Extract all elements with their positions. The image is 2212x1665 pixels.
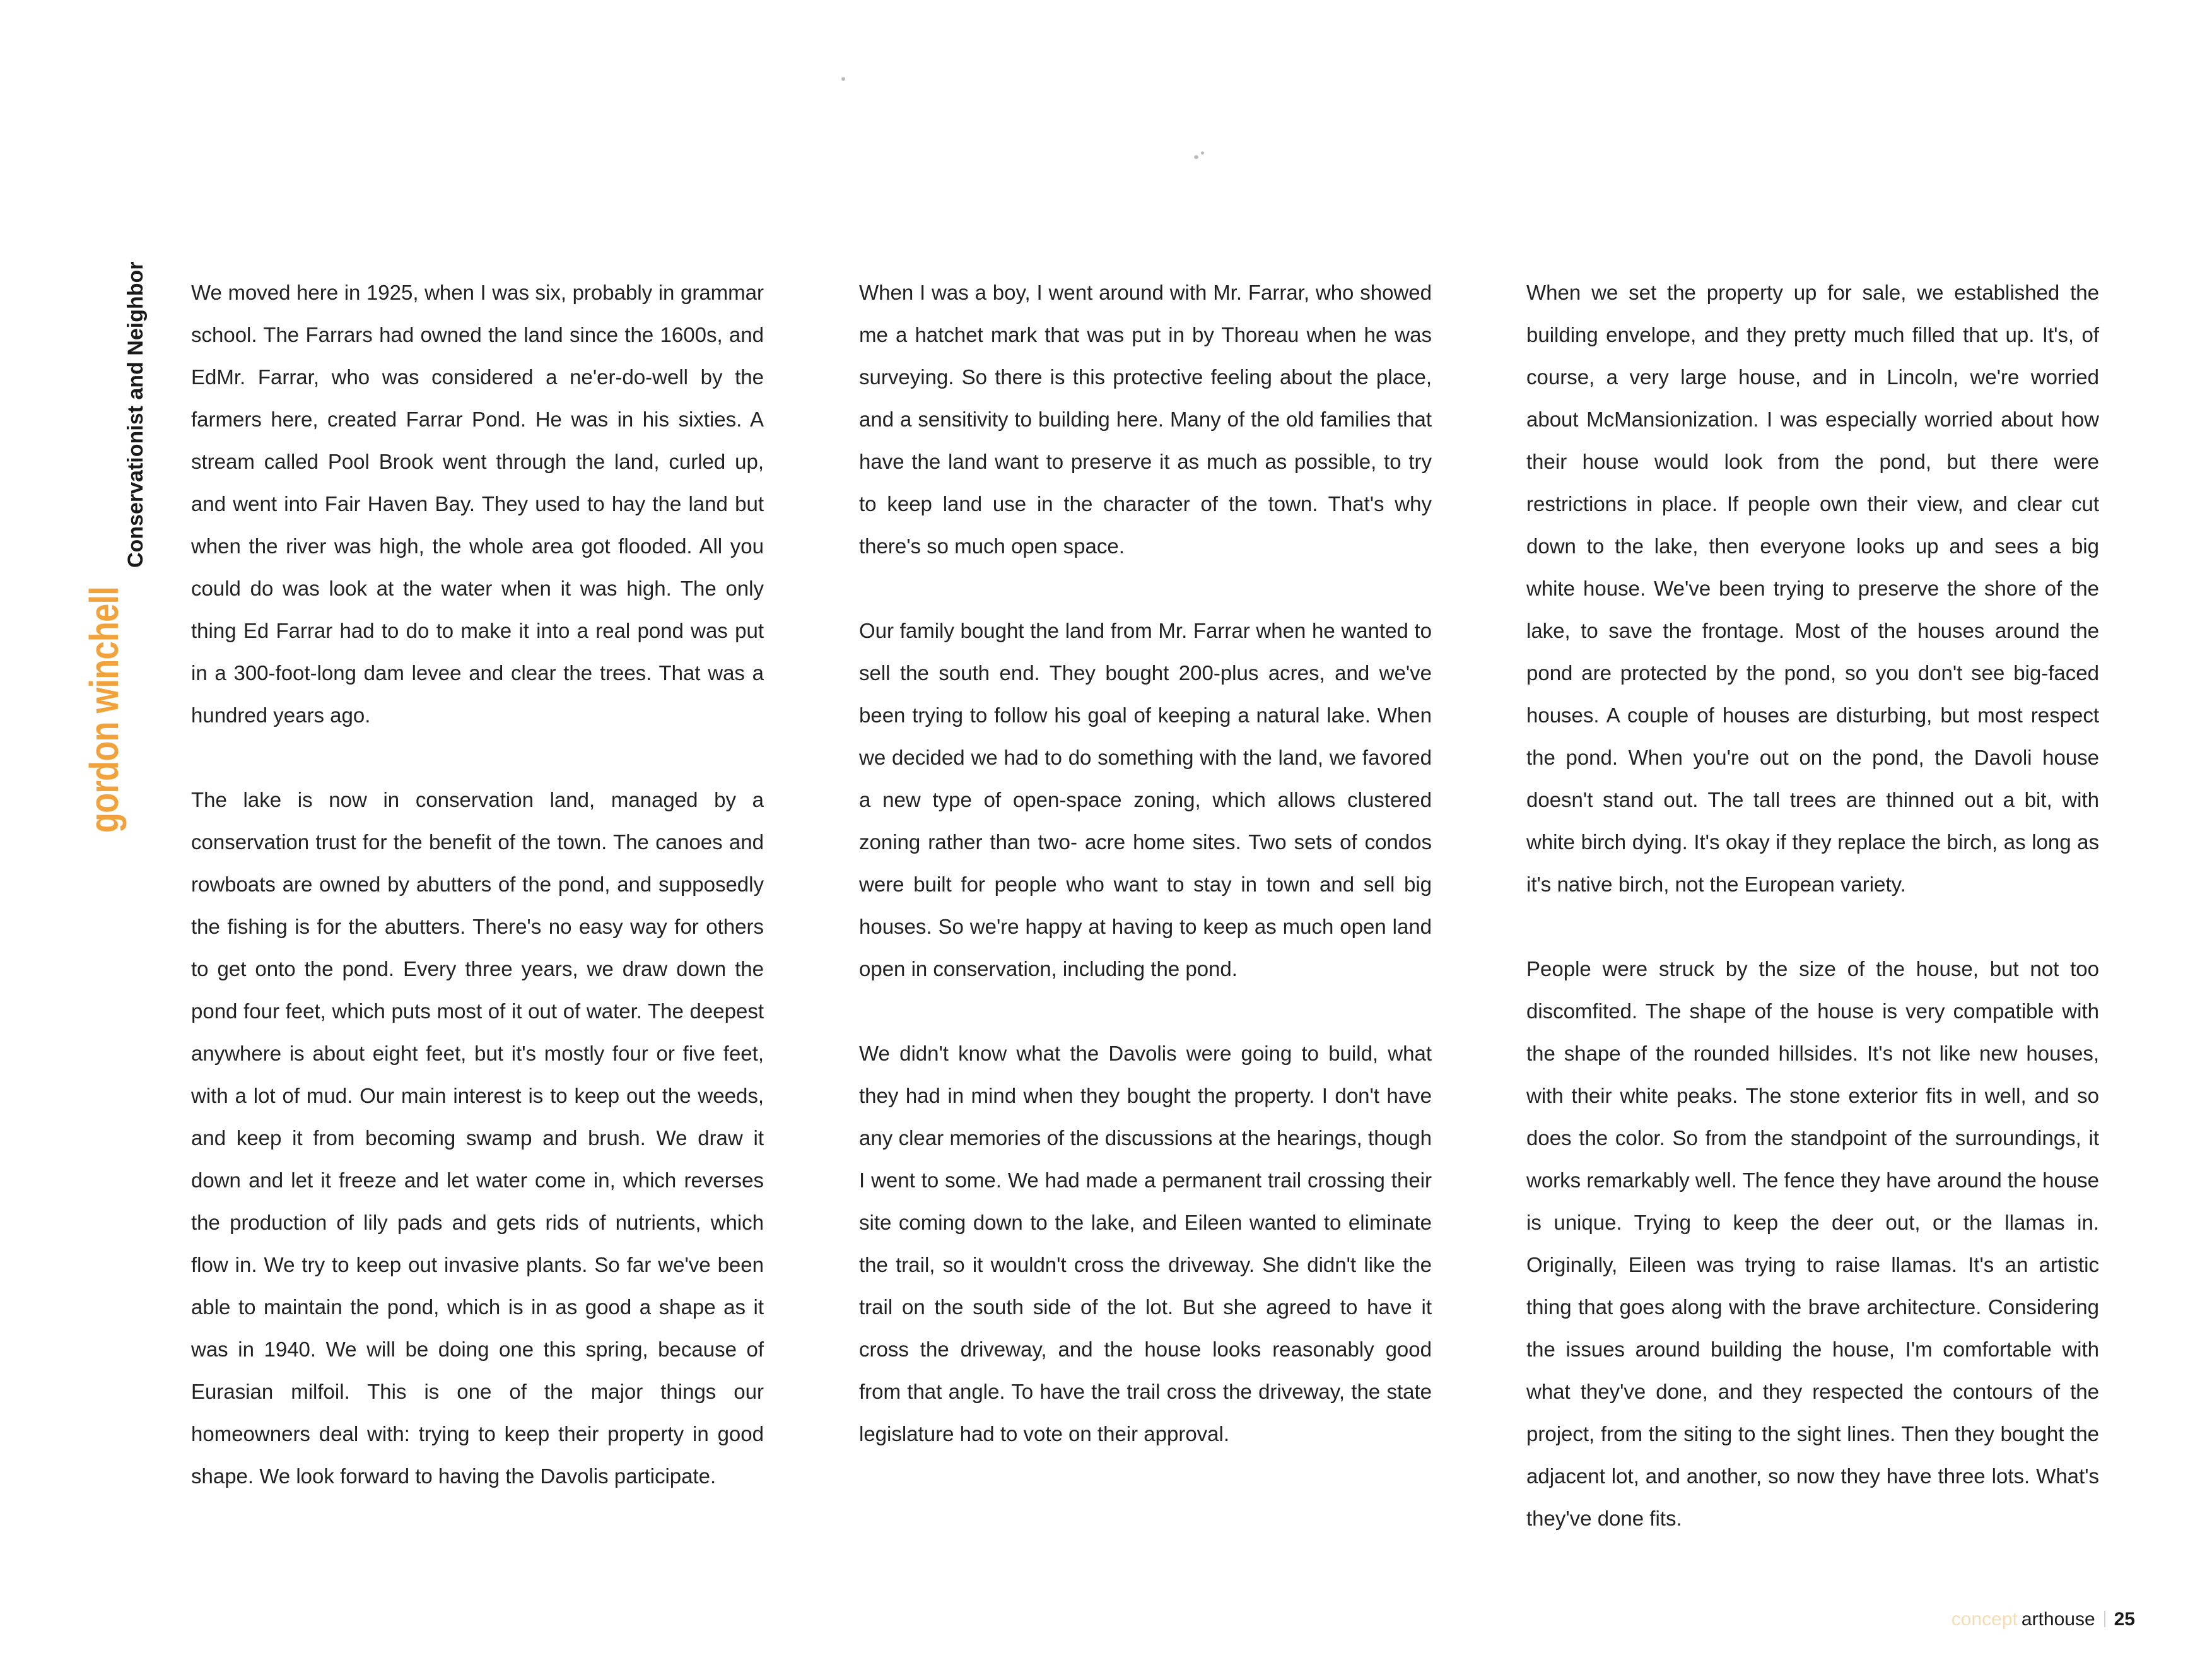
- paragraph: When I was a boy, I went around with Mr. Farrar, who showed me a hatchet mark that was put in by Thoreau when he was surveying. So there is this protective feeling about the place, and a sensitivity to building here. Many of the old families that have the land want to preserve it as much as possible, to try to keep land use in the character of the town. That's why there's so much open space.: [859, 281, 1432, 558]
- interviewee-role: Conservationist and Neighbor: [124, 261, 148, 568]
- text-column-1: [191, 271, 764, 1539]
- interviewee-name: gordon winchell: [81, 586, 127, 833]
- text-column-2: [859, 271, 1432, 1497]
- paragraph: The lake is now in conservation land, managed by a conservation trust for the benefit of the town. The canoes and rowboats are owned by abutters of the pond, and supposedly the fishing is for the abutters. There's no easy way for others to get onto the pond. Every three years, we draw down the pond four feet, which puts most of it out of water. The deepest anywhere is about eight feet, but it's mostly four or five feet, with a lot of mud. Our main interest is to keep out the weeds, and keep it from becoming swamp and brush. We draw it down and let it freeze and let water come in, which reverses the production of lily pads and gets rids of nutrients, which flow in. We try to keep out invasive plants. So far we've been able to maintain the pond, which is in as good a shape as it was in 1940. We will be doing one this spring, because of Eurasian milfoil. This is one of the major things our homeowners deal with: trying to keep their property in good shape. We look forward to having the Davolis participate.: [191, 788, 764, 1488]
- paragraph: When we set the property up for sale, we established the building envelope, and they pretty much filled that up. It's, of course, a very large house, and in Lincoln, we're worried about McMansionization. I was especially worried about how their house would look from the pond, but there were restrictions in place. If people own their view, and clear cut down to the lake, then everyone looks up and sees a big white house. We've been trying to preserve the shore of the lake, to save the frontage. Most of the houses around the pond are protected by the pond, so you don't see big-faced houses. A couple of houses are disturbing, but most respect the pond. When you're out on the pond, the Davoli house doesn't stand out. The tall trees are thinned out a bit, with white birch dying. It's okay if they replace the birch, as long as it's native birch, not the European variety.: [1526, 281, 2099, 896]
- footer-brand: arthouse: [2021, 1609, 2095, 1630]
- paragraph: Our family bought the land from Mr. Farrar when he wanted to sell the south end. They bought 200-plus acres, and we've been trying to follow his goal of keeping a natural lake. When we decided we had to do something with the land, we favored a new type of open-space zoning, which allows clustered zoning rather than two- acre home sites. Two sets of condos were built for people who want to stay in town and sell big houses. So we're happy at having to keep as much open land open in conservation, including the pond.: [859, 619, 1432, 980]
- footer-divider: [2104, 1611, 2105, 1627]
- scan-speck: [841, 77, 845, 81]
- footer-concept-label: concept: [1951, 1609, 2018, 1630]
- paragraph: We moved here in 1925, when I was six, probably in grammar school. The Farrars had owned the land since the 1600s, and EdMr. Farrar, who was considered a ne'er-do-well by the farmers here, created Farrar Pond. He was in his sixties. A stream called Pool Brook went through the land, curled up, and went into Fair Haven Bay. They used to hay the land but when the river was high, the whole area got flooded. All you could do was look at the water when it was high. The only thing Ed Farrar had to do to make it into a real pond was put in a 300-foot-long dam levee and clear the trees. That was a hundred years ago.: [191, 281, 764, 727]
- scan-speck: [1194, 155, 1198, 159]
- page-number: 25: [2114, 1609, 2135, 1630]
- scan-speck: [1201, 151, 1204, 155]
- paragraph: People were struck by the size of the house, but not too discomfited. The shape of the house is very compatible with the shape of the rounded hillsides. It's not like new houses, with their white peaks. The stone exterior fits in well, and so does the color. So from the standpoint of the surroundings, it works remarkably well. The fence they have around the house is unique. Trying to keep the deer out, or the llamas in. Originally, Eileen was trying to raise llamas. It's an artistic thing that goes along with the brave architecture. Considering the issues around building the house, I'm comfortable with what they've done, and they respected the contours of the project, from the siting to the sight lines. Then they bought the adjacent lot, and another, so now they have three lots. What's they've done fits.: [1526, 957, 2099, 1530]
- text-column-3: [1526, 271, 2099, 1582]
- paragraph: We didn't know what the Davolis were going to build, what they had in mind when they bought the property. I don't have any clear memories of the discussions at the hearings, though I went to some. We had made a permanent trail crossing their site coming down to the lake, and Eileen wanted to eliminate the trail, so it wouldn't cross the driveway. She didn't like the trail on the south side of the lot. But she agreed to have it cross the driveway, and the house looks reasonably good from that angle. To have the trail cross the driveway, the state legislature had to vote on their approval.: [859, 1042, 1432, 1445]
- page-footer: [1952, 1609, 2135, 1630]
